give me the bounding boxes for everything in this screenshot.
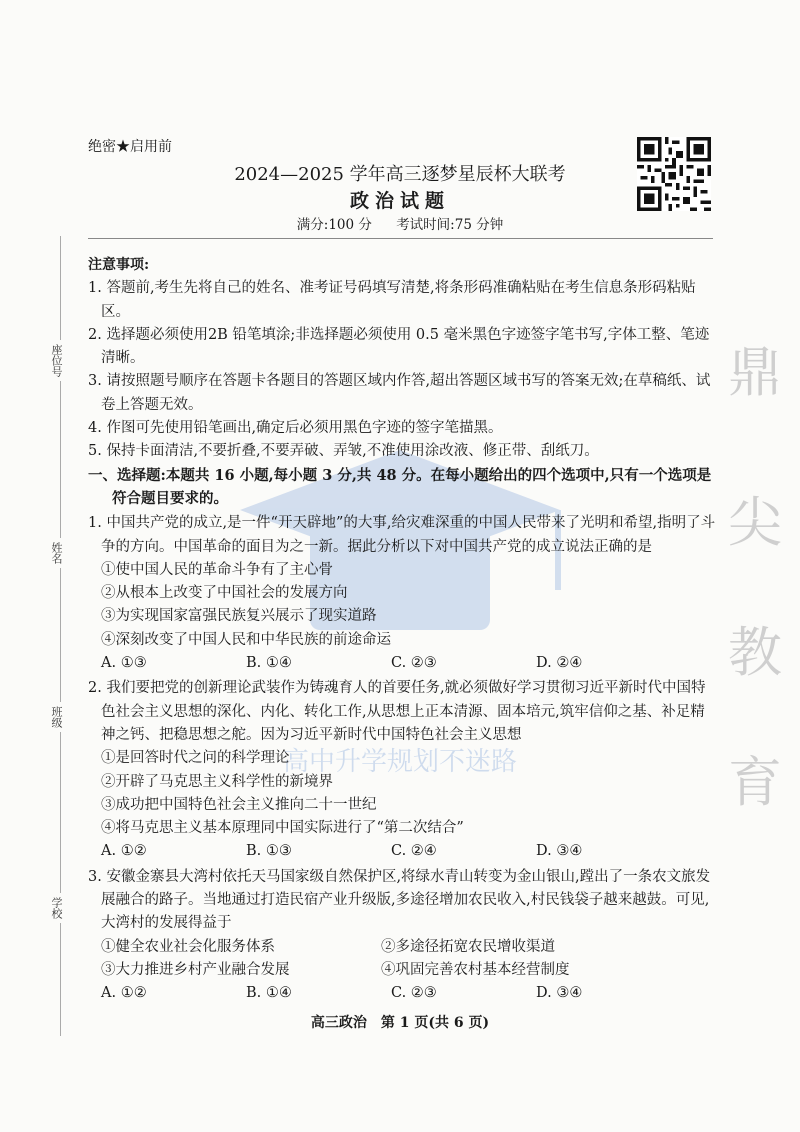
choice-b: B. ①④ xyxy=(246,985,292,1002)
side-label-name: 姓名 xyxy=(48,538,64,568)
watermark-center-text: 高中升学规划不迷路 xyxy=(282,747,518,777)
exam-meta xyxy=(0,213,800,233)
statement-item: ①是回答时代之问的科学理论 xyxy=(101,750,290,767)
page-footer: 高三政治 第 1 页(共 6 页) xyxy=(310,1015,490,1031)
watermark-char: 教 xyxy=(728,621,782,684)
choice-a: A. ①② xyxy=(101,985,147,1002)
choice-d: D. ③④ xyxy=(536,843,583,860)
exam-title: 2024—2025 学年高三逐梦星辰杯大联考 xyxy=(234,164,566,185)
watermark-char: 育 xyxy=(728,751,782,814)
exam-body xyxy=(88,254,718,1006)
answer-choices xyxy=(88,652,718,675)
choice-b: B. ①③ xyxy=(246,843,292,860)
statement-item: ③为实现国家富强民族复兴展示了现实道路 xyxy=(101,608,377,625)
statement-item: ④将马克思主义基本原理同中国实际进行了“第二次结合” xyxy=(101,820,464,837)
statement-item: ①健全农业社会化服务体系 xyxy=(101,938,275,955)
statement-item: ①使中国人民的革命斗争有了主心骨 xyxy=(101,561,333,578)
statement-item: ②从根本上改变了中国社会的发展方向 xyxy=(101,585,348,602)
choice-d: D. ③④ xyxy=(536,985,583,1002)
side-label-seat: 座位号 xyxy=(48,340,64,381)
choice-c: C. ②③ xyxy=(391,985,437,1002)
section-title-cont: 符合题目要求的。 xyxy=(112,489,228,507)
choice-a: A. ①② xyxy=(101,843,147,860)
header-rule xyxy=(88,238,713,239)
statement-item: ③大力推进乡村产业融合发展 xyxy=(101,961,290,978)
question-stem: 3. 安徽金寨县大湾村依托天马国家级自然保护区,将绿水青山转变为金山银山,蹚出了一条农文旅发展融合的路子。当地通过打造民宿产业升级版,多途径增加农民收入,村民钱袋子越来越鼓。可见,大湾村的发展得益于 xyxy=(88,868,711,932)
full-score: 满分:100 分 xyxy=(296,217,372,233)
statement-item: ②多途径拓宽农民增收渠道 xyxy=(381,938,555,955)
statement-item: ②开辟了马克思主义科学性的新境界 xyxy=(101,773,333,790)
notice-item: 4. 作图可先使用铅笔画出,确定后必须用黑色字迹的签字笔描黑。 xyxy=(88,420,503,437)
question-stem: 2. 我们要把党的创新理论武装作为铸魂育人的首要任务,就必须做好学习贯彻习近平新时代中国特色社会主义思想的深化、内化、转化工作,从思想上正本清源、固本培元,筑牢信仰之基、补足精神之钙、把稳思想之舵。因为习近平新时代中国特色社会主义思想 xyxy=(88,680,706,743)
watermark-char: 尖 xyxy=(728,491,782,554)
watermark-char: 鼎 xyxy=(728,341,782,404)
notice-item: 5. 保持卡面清洁,不要折叠,不要弄破、弄皱,不准使用涂改液、修正带、刮纸刀。 xyxy=(88,443,599,460)
statement-item: ④深刻改变了中国人民和中华民族的前途命运 xyxy=(101,631,391,648)
notice-item: 1. 答题前,考生先将自己的姓名、准考证号码填写清楚,将条形码准确粘贴在考生信息条形码粘贴区。 xyxy=(88,280,696,320)
choice-a: A. ①③ xyxy=(101,655,147,672)
subject-title: 政治试题 xyxy=(349,190,450,212)
choice-d: D. ②④ xyxy=(536,655,583,672)
answer-choices xyxy=(88,840,718,863)
statement-item: ③成功把中国特色社会主义推向二十一世纪 xyxy=(101,796,377,813)
exam-time: 考试时间:75 分钟 xyxy=(396,217,504,233)
side-label-school: 学校 xyxy=(48,893,64,923)
notice-item: 2. 选择题必须使用2B 铅笔填涂;非选择题必须使用 0.5 毫米黑色字迹签字笔书写,字体工整、笔迹清晰。 xyxy=(88,326,710,367)
question-stem: 1. 中国共产党的成立,是一件“开天辟地”的大事,给灾难深重的中国人民带来了光明和希望,指明了斗争的方向。中国革命的面目为之一新。据此分析以下对中国共产党的成立说法正确的是 xyxy=(88,515,716,555)
statement-row xyxy=(88,959,718,982)
notice-title: 注意事项: xyxy=(88,257,150,273)
qr-code xyxy=(637,137,711,211)
answer-choices xyxy=(88,982,718,1005)
confidential-mark: 绝密★启用前 xyxy=(88,139,172,155)
statement-item: ④巩固完善农村基本经营制度 xyxy=(381,961,570,978)
statement-row xyxy=(88,936,718,959)
section-title: 一、选择题:本题共 16 小题,每小题 3 分,共 48 分。在每小题给出的四个选项中,只有一个选项是 xyxy=(88,466,712,484)
notice-item: 3. 请按照题号顺序在答题卡各题目的答题区域内作答,超出答题区域书写的答案无效;在草稿纸、试卷上答题无效。 xyxy=(88,373,711,413)
choice-b: B. ①④ xyxy=(246,655,292,672)
choice-c: C. ②④ xyxy=(391,843,437,860)
choice-c: C. ②③ xyxy=(391,655,437,672)
side-label-class: 班级 xyxy=(48,702,64,732)
